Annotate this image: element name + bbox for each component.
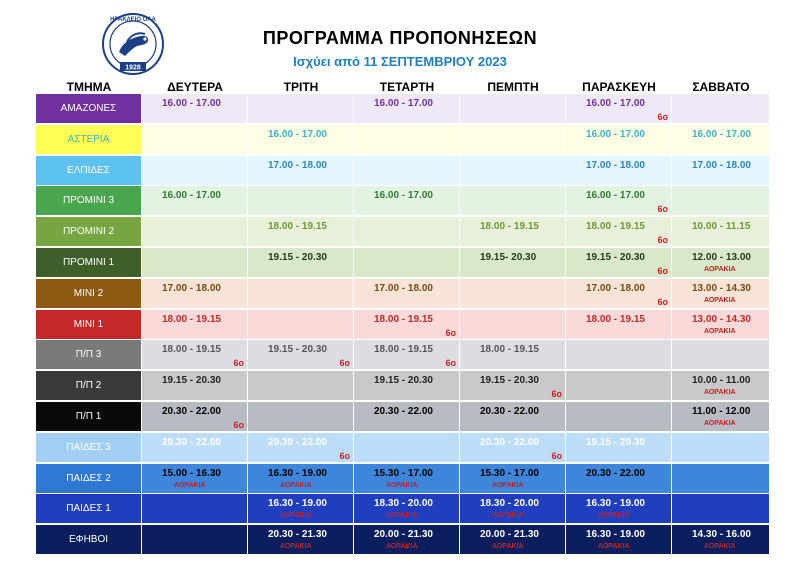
- venue-label: ΑΟΡΑΚΙΑ: [704, 389, 736, 397]
- gym-mark: 6ο: [445, 327, 456, 338]
- time-range: 16.30 - 19.00: [268, 467, 327, 479]
- schedule-cell: [142, 248, 248, 278]
- time-range: 17.00 - 18.00: [692, 159, 751, 171]
- schedule-cell: [566, 464, 672, 494]
- schedule-cell: [354, 402, 460, 432]
- venue-label: ΑΟΡΑΚΙΑ: [280, 481, 312, 489]
- schedule-cell: [142, 279, 248, 309]
- header-5: ΠΑΡΑΣΚΕΥΗ: [582, 80, 656, 94]
- gym-mark: 6ο: [445, 358, 456, 369]
- page-title: ΠΡΟΓΡΑΜΜΑ ΠΡΟΠΟΝΗΣΕΩΝ: [262, 28, 538, 48]
- venue-label: ΑΟΡΑΚΙΑ: [598, 543, 630, 551]
- time-range: 16.00 - 17.00: [268, 128, 327, 140]
- table-row: [36, 248, 770, 278]
- table-row: [36, 494, 770, 524]
- schedule-cell: [248, 279, 354, 309]
- schedule-cell: [248, 248, 354, 278]
- gym-mark: 6ο: [233, 420, 244, 430]
- schedule-cell: [460, 433, 566, 463]
- schedule-cell: [566, 186, 672, 216]
- schedule-cell: [460, 94, 566, 124]
- time-range: 20.30 - 22.00: [480, 436, 539, 448]
- time-range: 16.00 - 17.00: [374, 190, 433, 202]
- schedule-cell: [142, 494, 248, 524]
- logo-text: ΗΡΑΚΛΕΙΟ ΟΑΑ: [110, 17, 156, 23]
- table-row: [36, 279, 770, 309]
- schedule-cell: [672, 156, 770, 186]
- time-range: 20.30 - 22.00: [268, 436, 327, 448]
- table-row: [36, 217, 770, 247]
- time-range: 15.00 - 16.30: [162, 467, 221, 479]
- schedule-cell: [248, 525, 354, 555]
- schedule-cell: [142, 371, 248, 401]
- time-range: 18.30 - 20.00: [480, 498, 539, 510]
- schedule-cell: [248, 217, 354, 247]
- venue-label: ΑΟΡΑΚΙΑ: [386, 512, 418, 520]
- group-name: ΠΡΟΜΙΝΙ 3: [36, 186, 142, 216]
- page-subtitle: Ισχύει από 11 ΣΕΠΤΕΜΒΡΙΟΥ 2023: [293, 54, 507, 69]
- time-range: 17.00 - 18.00: [374, 282, 433, 294]
- time-range: 19.15 - 20.30: [586, 436, 645, 448]
- schedule-cell: [566, 217, 672, 247]
- time-range: 16.00 - 17.00: [586, 190, 645, 202]
- schedule-cell: [460, 340, 566, 370]
- schedule-cell: [142, 464, 248, 494]
- time-range: 16.00 - 17.00: [586, 128, 645, 140]
- group-name: ΑΜΑΖΟΝΕΣ: [36, 94, 142, 124]
- time-range: 19.15 - 20.30: [480, 375, 539, 387]
- time-range: 16.00 - 17.00: [692, 128, 751, 140]
- schedule-cell: [248, 156, 354, 186]
- venue-label: ΑΟΡΑΚΙΑ: [386, 543, 418, 551]
- gym-mark: 6ο: [233, 358, 244, 369]
- time-range: 17.00 - 18.00: [162, 282, 221, 294]
- schedule-cell: [460, 464, 566, 494]
- group-name: ΠΡΟΜΙΝΙ 1: [36, 248, 142, 278]
- header-6: ΣΑΒΒΑΤΟ: [692, 80, 750, 94]
- header-0: ΤΜΗΜΑ: [66, 80, 112, 94]
- time-range: 14.30 - 16.00: [692, 529, 751, 541]
- time-range: 18.30 - 20.00: [374, 498, 433, 510]
- schedule-cell: [354, 279, 460, 309]
- time-range: 20.30 - 22.00: [480, 406, 539, 417]
- schedule-cell: [566, 525, 672, 555]
- table-row: [36, 433, 770, 463]
- schedule-cell: [248, 464, 354, 494]
- schedule-cell: [248, 433, 354, 463]
- gym-mark: 6ο: [657, 204, 668, 215]
- group-name: ΠΑΙΔΕΣ 3: [36, 433, 142, 463]
- venue-label: ΑΟΡΑΚΙΑ: [492, 481, 524, 489]
- venue-label: ΑΟΡΑΚΙΑ: [598, 512, 630, 520]
- schedule-cell: [248, 310, 354, 340]
- time-range: 20.00 - 21.30: [480, 529, 539, 541]
- schedule-cell: [460, 402, 566, 432]
- schedule-cell: [460, 371, 566, 401]
- time-range: 18.00 - 19.15: [480, 344, 539, 356]
- schedule-cell: [142, 310, 248, 340]
- schedule-cell: [460, 494, 566, 524]
- gym-mark: 6ο: [657, 296, 668, 307]
- schedule-cell: [248, 371, 354, 401]
- gym-mark: 6ο: [657, 112, 668, 122]
- time-range: 18.00 - 19.15: [268, 221, 327, 233]
- time-range: 18.00 - 19.15: [162, 313, 221, 325]
- time-range: 20.30 - 22.00: [374, 406, 433, 417]
- schedule-cell: [142, 525, 248, 555]
- time-range: 16.00 - 17.00: [162, 98, 221, 109]
- time-range: 17.00 - 18.00: [268, 159, 327, 171]
- schedule-cell: [354, 156, 460, 186]
- schedule-cell: [142, 340, 248, 370]
- schedule-cell: [672, 94, 770, 124]
- venue-label: ΑΟΡΑΚΙΑ: [704, 266, 736, 273]
- schedule-cell: [142, 217, 248, 247]
- time-range: 11.00 - 12.00: [692, 406, 751, 417]
- schedule-cell: [460, 217, 566, 247]
- schedule-cell: [672, 279, 770, 309]
- schedule-cell: [354, 525, 460, 555]
- schedule-cell: [460, 186, 566, 216]
- header-4: ΠΕΜΠΤΗ: [487, 80, 539, 94]
- schedule-cell: [354, 464, 460, 494]
- logo-year: 1928: [125, 64, 141, 72]
- group-name: ΜΙΝΙ 2: [36, 279, 142, 309]
- schedule-cell: [566, 248, 672, 278]
- gym-mark: 6ο: [551, 450, 562, 461]
- time-range: 16.30 - 19.00: [586, 529, 645, 541]
- schedule-cell: [672, 371, 770, 401]
- schedule-cell: [566, 402, 672, 432]
- venue-label: ΑΟΡΑΚΙΑ: [386, 481, 418, 489]
- venue-label: ΑΟΡΑΚΙΑ: [174, 481, 206, 489]
- time-range: 20.30 - 21.30: [268, 529, 327, 541]
- time-range: 18.00 - 19.15: [586, 313, 645, 325]
- schedule-cell: [566, 156, 672, 186]
- group-name: ΠΑΙΔΕΣ 2: [36, 464, 142, 494]
- venue-label: ΑΟΡΑΚΙΑ: [492, 512, 524, 520]
- schedule-cell: [248, 402, 354, 432]
- schedule-cell: [142, 402, 248, 432]
- schedule-cell: [672, 402, 770, 432]
- schedule-cell: [672, 125, 770, 155]
- schedule-cell: [460, 125, 566, 155]
- group-name: Π/Π 1: [36, 402, 142, 432]
- time-range: 16.00 - 17.00: [162, 190, 221, 202]
- schedule-cell: [248, 186, 354, 216]
- schedule-cell: [672, 186, 770, 216]
- time-range: 15.30 - 17.00: [480, 467, 539, 479]
- schedule-cell: [248, 125, 354, 155]
- table-row: [36, 340, 770, 370]
- schedule-cell: [672, 494, 770, 524]
- time-range: 16.30 - 19.00: [268, 498, 327, 510]
- schedule-cell: [672, 525, 770, 555]
- time-range: 13.00 - 14.30: [692, 282, 751, 294]
- table-row: [36, 371, 770, 401]
- schedule-cell: [354, 125, 460, 155]
- schedule-cell: [672, 433, 770, 463]
- schedule-cell: [672, 310, 770, 340]
- table-row: [36, 94, 770, 124]
- club-logo: [101, 12, 165, 76]
- venue-label: ΑΟΡΑΚΙΑ: [280, 512, 312, 520]
- time-range: 19.15- 20.30: [480, 252, 537, 263]
- schedule-cell: [354, 371, 460, 401]
- time-range: 19.15 - 20.30: [268, 252, 327, 263]
- schedule-cell: [566, 125, 672, 155]
- schedule-cell: [566, 494, 672, 524]
- schedule-cell: [460, 279, 566, 309]
- schedule-cell: [142, 156, 248, 186]
- schedule-cell: [142, 186, 248, 216]
- schedule-cell: [460, 310, 566, 340]
- gym-mark: 6ο: [657, 235, 668, 246]
- header-3: ΤΕΤΑΡΤΗ: [379, 80, 435, 94]
- time-range: 18.00 - 19.15: [586, 221, 645, 233]
- time-range: 18.00 - 19.15: [480, 221, 539, 233]
- group-name: ΑΣΤΕΡΙΑ: [36, 125, 142, 155]
- table-row: [36, 464, 770, 494]
- schedule-cell: [672, 340, 770, 370]
- table-row: [36, 186, 770, 216]
- time-range: 19.15 - 20.30: [586, 252, 645, 263]
- time-range: 19.15 - 20.30: [374, 375, 433, 387]
- time-range: 10.00 - 11.00: [692, 375, 751, 387]
- schedule-cell: [566, 433, 672, 463]
- header-2: ΤΡΙΤΗ: [283, 80, 319, 94]
- venue-label: ΑΟΡΑΚΙΑ: [704, 327, 736, 335]
- header-1: ΔΕΥΤΕΡΑ: [167, 80, 223, 94]
- schedule-cell: [142, 433, 248, 463]
- time-range: 19.15 - 20.30: [268, 344, 327, 356]
- schedule-cell: [672, 248, 770, 278]
- schedule-cell: [142, 125, 248, 155]
- time-range: 16.30 - 19.00: [586, 498, 645, 510]
- table-row: [36, 156, 770, 186]
- time-range: 17.00 - 18.00: [586, 282, 645, 294]
- time-range: 18.00 - 19.15: [374, 344, 433, 356]
- time-range: 16.00 - 17.00: [374, 98, 433, 109]
- schedule-cell: [460, 525, 566, 555]
- table-row: [36, 525, 770, 555]
- schedule-cell: [354, 310, 460, 340]
- schedule-cell: [354, 94, 460, 124]
- time-range: 12.00 - 13.00: [692, 252, 751, 263]
- time-range: 17.00 - 18.00: [586, 159, 645, 171]
- schedule-cell: [354, 340, 460, 370]
- table-row: [36, 310, 770, 340]
- group-name: Π/Π 2: [36, 371, 142, 401]
- table-row: [36, 125, 770, 155]
- group-name: Π/Π 3: [36, 340, 142, 370]
- time-range: 20.30 - 22.00: [586, 467, 645, 479]
- group-name: ΕΛΠΙΔΕΣ: [36, 156, 142, 186]
- venue-label: ΑΟΡΑΚΙΑ: [280, 543, 312, 551]
- schedule-cell: [248, 340, 354, 370]
- schedule-cell: [566, 310, 672, 340]
- schedule-cell: [354, 494, 460, 524]
- group-name: ΕΦΗΒΟΙ: [36, 525, 142, 555]
- schedule-cell: [354, 217, 460, 247]
- schedule-cell: [566, 94, 672, 124]
- schedule-cell: [354, 186, 460, 216]
- schedule-cell: [248, 94, 354, 124]
- time-range: 13.00 - 14.30: [692, 313, 751, 325]
- time-range: 20.30 - 22.00: [162, 436, 221, 448]
- table-row: [36, 402, 770, 432]
- time-range: 10.00 - 11.15: [692, 221, 751, 233]
- gym-mark: 6ο: [339, 450, 350, 461]
- gym-mark: 6ο: [339, 358, 350, 369]
- schedule-cell: [566, 279, 672, 309]
- time-range: 18.00 - 19.15: [162, 344, 221, 356]
- time-range: 20.00 - 21.30: [374, 529, 433, 541]
- venue-label: ΑΟΡΑΚΙΑ: [492, 543, 524, 551]
- schedule-cell: [460, 156, 566, 186]
- gym-mark: 6ο: [551, 389, 562, 400]
- time-range: 16.00 - 17.00: [586, 98, 645, 109]
- schedule-cell: [566, 371, 672, 401]
- group-name: ΜΙΝΙ 1: [36, 310, 142, 340]
- schedule-cell: [142, 94, 248, 124]
- group-name: ΠΡΟΜΙΝΙ 2: [36, 217, 142, 247]
- schedule-cell: [460, 248, 566, 278]
- time-range: 20.30 - 22.00: [162, 406, 221, 417]
- time-range: 19.15 - 20.30: [162, 375, 221, 387]
- schedule-cell: [566, 340, 672, 370]
- venue-label: ΑΟΡΑΚΙΑ: [704, 420, 736, 427]
- schedule-cell: [354, 248, 460, 278]
- venue-label: ΑΟΡΑΚΙΑ: [704, 296, 736, 304]
- schedule-cell: [354, 433, 460, 463]
- group-name: ΠΑΙΔΕΣ 1: [36, 494, 142, 524]
- gym-mark: 6ο: [657, 266, 668, 276]
- schedule-cell: [672, 464, 770, 494]
- time-range: 15.30 - 17.00: [374, 467, 433, 479]
- time-range: 18.00 - 19.15: [374, 313, 433, 325]
- schedule-cell: [672, 217, 770, 247]
- venue-label: ΑΟΡΑΚΙΑ: [704, 543, 736, 551]
- schedule-cell: [248, 494, 354, 524]
